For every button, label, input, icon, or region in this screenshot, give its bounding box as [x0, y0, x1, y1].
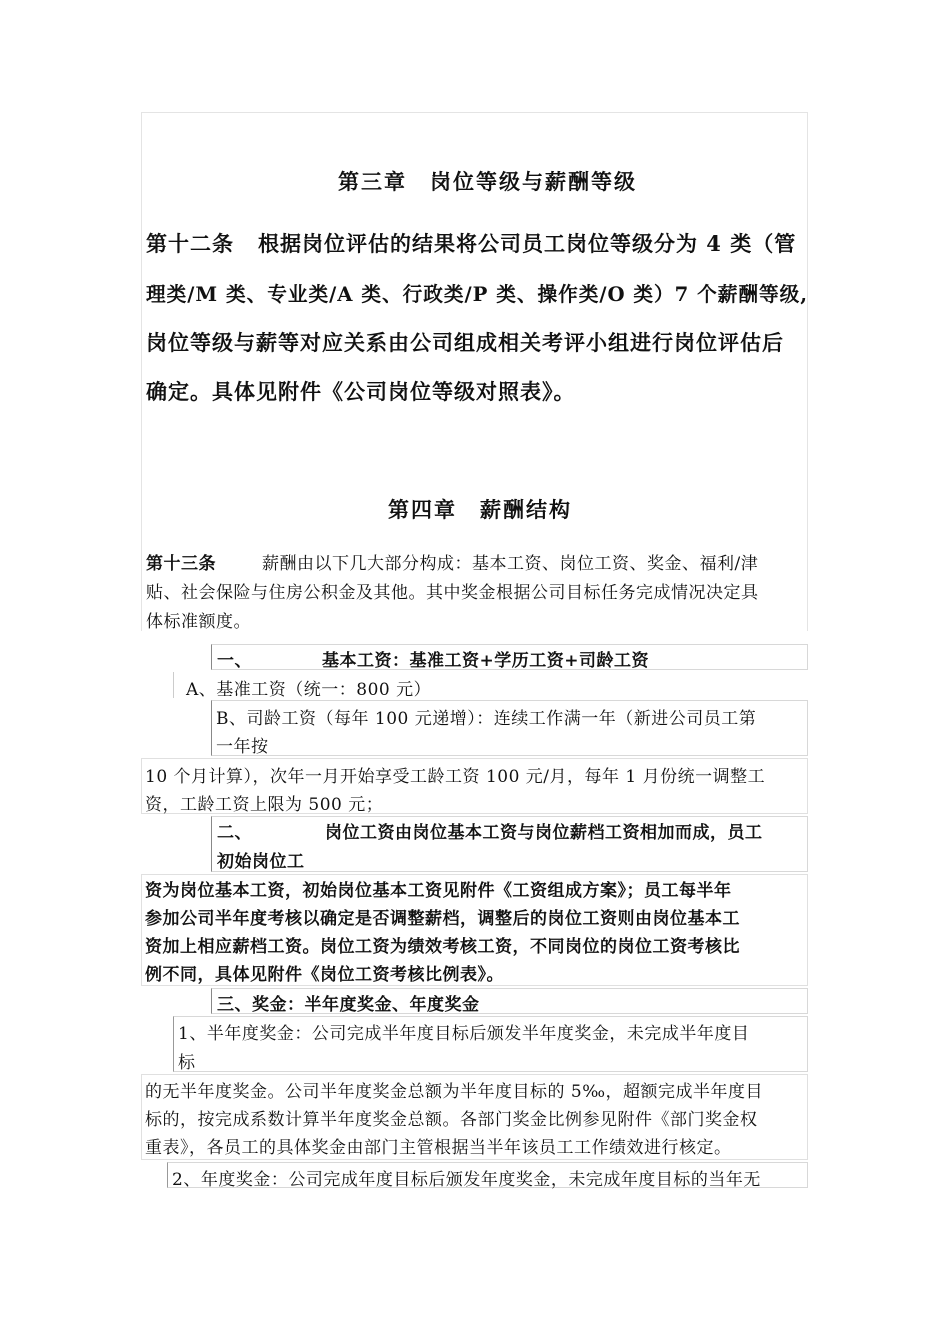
basic-b-line: 10 个月计算），次年一月开始享受工龄工资 100 元/月，每年 1 月份统一调整工 — [145, 767, 766, 787]
post-line: 资加上相应薪档工资。岗位工资为绩效考核工资，不同岗位的岗位工资考核比 — [145, 937, 740, 957]
article13-line: 贴、社会保险与住房公积金及其他。其中奖金根据公司目标任务完成情况决定具 — [146, 583, 759, 603]
post-number: 二、 — [217, 823, 252, 843]
post-line: 参加公司半年度考核以确定是否调整薪档，调整后的岗位工资则由岗位基本工 — [145, 909, 740, 929]
article12-line: 理类/M 类、专业类/A 类、行政类/P 类、操作类/O 类）7 个薪酬等级, — [146, 283, 809, 306]
bonus1-line: 标 — [178, 1053, 196, 1073]
article12-line: 岗位等级与薪等对应关系由公司组成相关考评小组进行岗位评估后 — [146, 330, 784, 355]
basic-b-line: B、司龄工资（每年 100 元递增）：连续工作满一年（新进公司员工第 — [216, 709, 757, 729]
bonus1-line: 的无半年度奖金。公司半年度奖金总额为半年度目标的 5‰，超额完成半年度目 — [145, 1082, 764, 1102]
article12-line: 根据岗位评估的结果将公司员工岗位等级分为 4 类（管 — [258, 231, 797, 256]
post-title: 岗位工资由岗位基本工资与岗位薪档工资相加而成，员工 — [325, 823, 763, 843]
bonus-title: 三、奖金：半年度奖金、年度奖金 — [217, 995, 480, 1015]
bonus1-line: 标的，按完成系数计算半年度奖金总额。各部门奖金比例参见附件《部门奖金权 — [145, 1110, 758, 1130]
chapter4-title: 第四章 薪酬结构 — [388, 497, 572, 522]
basic-number: 一、 — [217, 651, 252, 671]
article12-line: 确定。具体见附件《公司岗位等级对照表》。 — [146, 379, 576, 404]
bonus1-line: 重表》，各员工的具体奖金由部门主管根据当半年该员工工作绩效进行核定。 — [145, 1138, 732, 1158]
article13-label: 第十三条 — [146, 554, 216, 574]
basic-title: 基本工资：基准工资+学历工资+司龄工资 — [322, 651, 649, 671]
chapter3-title: 第三章 岗位等级与薪酬等级 — [338, 169, 637, 194]
post-line: 初始岗位工 — [217, 852, 305, 872]
post-line: 资为岗位基本工资，初始岗位基本工资见附件《工资组成方案》；员工每半年 — [145, 881, 732, 901]
basic-b-line: 资，工龄工资上限为 500 元； — [145, 795, 384, 815]
basic-a: A、基准工资（统一：800 元） — [186, 680, 432, 700]
post-line: 例不同，具体见附件《岗位工资考核比例表》。 — [145, 965, 504, 985]
bonus1-line: 1、半年度奖金：公司完成半年度目标后颁发半年度奖金，未完成半年度目 — [178, 1024, 750, 1044]
article13-line: 体标准额度。 — [146, 612, 251, 632]
basic-b-line: 一年按 — [216, 737, 269, 757]
article13-line: 薪酬由以下几大部分构成：基本工资、岗位工资、奖金、福利/津 — [262, 554, 759, 574]
bonus2-line: 2、年度奖金：公司完成年度目标后颁发年度奖金，未完成年度目标的当年无 — [172, 1170, 761, 1190]
article12-label: 第十二条 — [146, 231, 234, 256]
